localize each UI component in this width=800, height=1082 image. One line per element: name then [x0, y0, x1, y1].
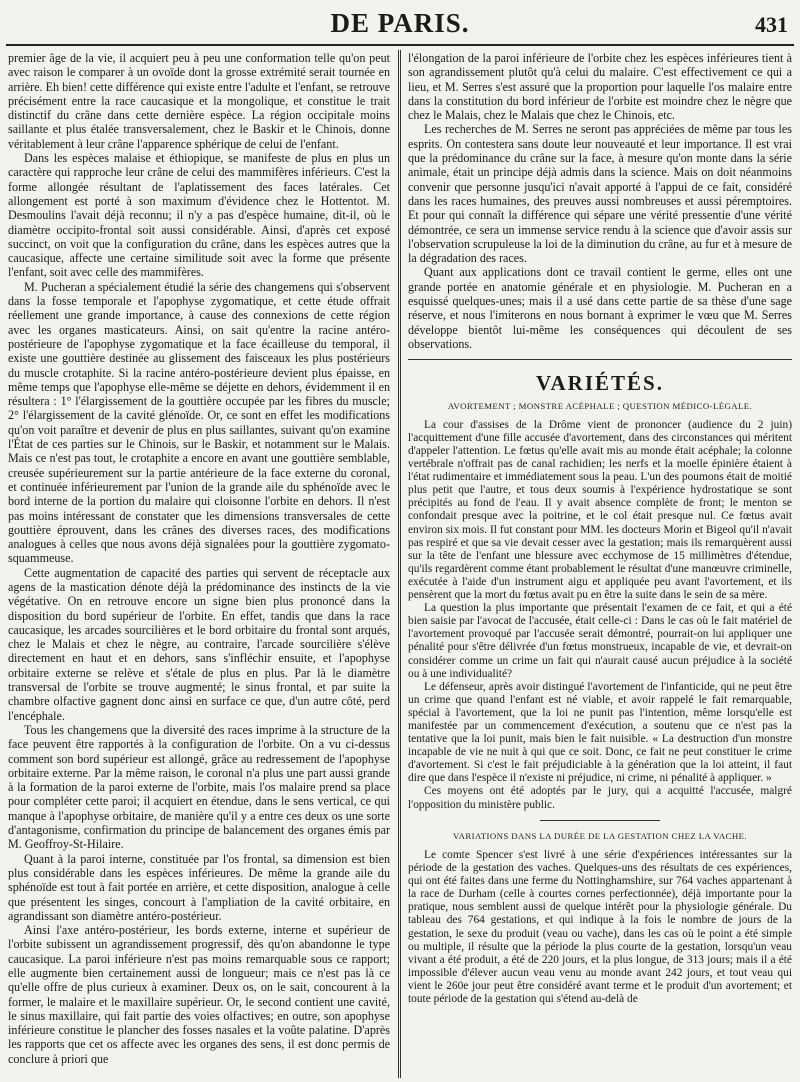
article-title-avortement: AVORTEMENT ; MONSTRE ACÉPHALE ; QUESTION MÉDICO-LÉGALE.: [447, 400, 753, 411]
left-paragraph: Dans les espèces malaise et éthiopique, se manifeste de plus en plus un caractère qui rapproche leur crâne de celui des mammifères inférieurs. C'est la forme allongée résultant de l'aplatissement des faces latérales. Cet allongement est porté à son maximum d'évidence chez le Hottentot. M. Desmoulins l'avait déjà reconnu; il n'y a pas d'espèce humaine, dit-il, où le diamètre occipito-frontal soit aussi considérable. Ainsi, d'après cet exposé succinct, on voit que la configuration du crâne, dans les espèces autres que la caucasique, affecte une certaine similitude soit avec la forme que présente l'enfant, soit avec celle des mammifères.: [8, 151, 390, 280]
article-paragraph: La question la plus importante que présentait l'examen de ce fait, et qui a été bien saisie par l'avocat de l'accusée, était celle-ci : Dans le cas où le fait matériel de l'avortement provoqué par l'accusée serait démontré, pourrait-on lui appliquer une pénalité pour s'être délivrée d'un fœtus monstrueux, incapable de vie, et devrait-on considérer comme un crime un fait qui n'aurait causé aucun préjudice à la société ou à une individualité?: [408, 602, 792, 680]
article-avortement: [408, 419, 792, 812]
left-paragraph: Quant à la paroi interne, constituée par l'os frontal, sa dimension est bien plus considérable dans les espèces inférieures. De même la grande aile du sphénoïde est tout à fait portée en arrière, et cette disposition, analogue à celle que présentent les singes, concourt à l'ampliation de la cavité orbitaire, en agrandissant son diamètre antéro-postérieur.: [8, 851, 390, 923]
article-paragraph: Le défenseur, après avoir distingué l'avortement de l'infanticide, qui ne peut être un crime que quand l'enfant est né viable, et avoir rappelé le fait remarquable, spécial à l'avortement, que la loi ne punit pas l'intention, même lorsqu'elle est manifestée par un commencement d'exécution, a soutenu que ce n'est pas la tentative que la loi punit, mais bien le fait nuisible. « La destruction d'un monstre incapable de vie ne nuit à qui que ce soit. Donc, ce fait ne peut constituer le crime d'avortement. Si c'est le fait préjudiciable à la génération que la loi atteint, il faut dire que dans l'espèce il n'existe ni préjudice, ni crime, ni pénalité à appliquer. »: [408, 680, 792, 785]
left-paragraph: Ainsi l'axe antéro-postérieur, les bords externe, interne et supérieur de l'orbite subissent un agrandissement progressif, dès qu'on abandonne le type caucasique. La paroi inférieure n'est pas moins remarquable sous ce rapport; elle augmente bien certainement aussi de longueur; mais ce n'est pas là ce qu'elle offre de plus curieux à examiner. Deux os, on le sait, concourent à la former, le malaire et le maxillaire supérieur. Or, le second contient une cavité, le sinus maxillaire, qui fait partie des voies olfactives; en outre, son apophyse inférieure constitue le plancher des fosses nasales et la voûte palatine. D'après les rapports que cet os affecte avec les organes des sens, il est donc permis de conclure à priori que: [8, 923, 390, 1066]
section-title-varietes: VARIÉTÉS.: [536, 371, 664, 396]
right-paragraph: Quant aux applications dont ce travail contient le germe, elles ont une grande portée en anatomie générale et en physiologie. M. Pucheran en a esquissé quelques-unes; mais il a usé dans cette partie de sa thèse d'une sage réserve, et nous l'imiterons en nous bornant à exprimer le vœu que M. Serres développe bientôt lui-même les conséquences qui découlent de ses observations.: [408, 265, 792, 351]
column-divider: [398, 50, 401, 1078]
left-column: [8, 51, 390, 1078]
right-paragraph: l'élongation de la paroi inférieure de l'orbite chez les espèces inférieures tient à son agrandissement plutôt qu'à celui du malaire. C'est effectivement ce qui a lieu, et M. Serres s'est assuré que la proportion pour laquelle l'os malaire entre dans la constitution du bord inférieur de l'orbite est moindre chez le nègre que chez le Malais, chez le Malais que chez le Chinois, etc.: [408, 51, 792, 123]
article-separator: [540, 820, 660, 821]
article-paragraph: Le comte Spencer s'est livré à une série d'expériences intéressantes sur la période de la gestation des vaches. Quelques-uns des résultats de ces expériences, qui ont été faites dans une ferme du Nottinghamshire, sur 764 vaches appartenant à la race de Durham (celle à courtes cornes perfectionnée), déjà importante pour la pratique, nous semblent aussi de quelque intérêt pour la physiologie générale. Du tableau des 764 gestations, et qui indique à la fois le nombre de jours de la gestation, le sexe du produit (veau ou vache), dans les cas où le point a été simple ou multiple, il résulte que la période la plus courte de la gestation, lorsqu'un veau vivant a été produit, a été de 220 jours, et la plus longue, de 313 jours; mais il a été impossible d'élever aucun veau venu au monde avant 242 jours, et tout veau qui vient le 260e jour peut être considéré avant terme et le produit d'un avortement; et toute période de la gestation qui s'étend au-delà de: [408, 848, 792, 1005]
left-paragraph: Tous les changemens que la diversité des races imprime à la structure de la face peuvent être rapportés à la configuration de l'orbite. On a vu ci-dessus comment son bord supérieur est allongé, grâce au redressement de l'apophyse orbitaire externe. Par la même raison, le coronal n'a plus une part aussi grande à la formation de la paroi externe de l'orbite, mais l'os malaire prend sa place pour compléter cette paroi; il acquiert en étendue, dans le sens vertical, ce qui manque à l'apophyse orbitaire, de manière qu'il y a entre ces deux os une sorte d'antagonisme, confirmation du principe de balancement des organes émis par M. Geoffroy-St-Hilaire.: [8, 722, 390, 852]
page-header: [6, 4, 794, 46]
section-rule: [408, 359, 792, 360]
page-number: 431: [755, 12, 788, 37]
left-paragraph: M. Pucheran a spécialement étudié la série des changemens qui s'observent dans la fosse temporale et l'apophyse zygomatique, et cette étude offrait réellement une grande importance, à cause des connexions de cette région avec les organes masticateurs. Ainsi, on sait qu'entre la racine antéro-postérieure de l'apophyse zygomatique et la face écailleuse du temporal, il existe une gouttière destinée au glissement des faisceaux les plus postérieurs du muscle crotaphite. Si la racine antéro-postérieure devient plus épaisse, en même temps que l'apophyse elle-même se déjette en dehors, évidemment il en résultera : 1° l'élargissement de la gouttière occupée par les fibres du muscle; 2° l'élargissement de la cavité glénoïde. Or, ce sont en effet les modifications qu'on voit paraître et devenir de plus en plus saillantes, suivant qu'on examine l'État de ces parties sur le Chinois, sur le Baskir, et notamment sur le Malais. Mais ce n'est pas tout, le crotaphite a encore en avant une gouttière semblable, creusée supérieurement sur la partie antérieure de la face externe du coronal, et continuée inférieurement par l'union de la grande aile du sphénoïde avec le bord interne de la portion du malaire qui cloisonne l'orbite en dehors. Il n'est pas moins intéressant de constater que les dimensions transversales de cette gouttière éprouvent, dans les crânes des diverses races, des modifications analogues à celles que nous avons déjà signalées pour la gouttière zygomato-squammeuse.: [8, 279, 390, 566]
article-gestation: [408, 849, 792, 1006]
article-paragraph: La cour d'assises de la Drôme vient de prononcer (audience du 2 juin) l'acquittement d'une fille accusée d'avortement, dans des circonstances qui méritent d'appeler l'attention. Le fœtus qu'elle avait mis au monde était acéphale; la colonne vertébrale n'offrait pas de canal rachidien; les nerfs et la moelle épinière étaient à l'état rudimentaire et immédiatement sous la peau. L'un des poumons était de moitié plus petit que l'autre, et tous deux soumis à l'expérience hydrostatique se sont précipités au fond de l'eau. Il y avait absence complète de front; le menton se confondait presque avec la poitrine, et le col était presque nul. Ce fœtus avait environ six mois. Il fut constant pour MM. les docteurs Morin et Bigeol qu'il n'avait pas respiré et que sa vie devait cesser avec la gestation; mais ils remarquèrent aussi sur la tête de l'enfant une blessure avec ecchymose de 15 millimètres d'étendue, qu'ils regardèrent comme étant probablement le résultat d'une manœuvre criminelle, exécutée à l'aide d'un instrument aigu et appliquée peu avant l'avortement, et ils pensèrent que la mort du fœtus avait pu en être la suite dans le sein de sa mère.: [408, 418, 792, 602]
article-paragraph: Ces moyens ont été adoptés par le jury, qui a acquitté l'accusée, malgré l'opposition du ministère public.: [408, 785, 792, 811]
right-paragraph: Les recherches de M. Serres ne seront pas appréciées de même par tous les esprits. On contestera sans doute leur nouveauté et leur importance. Il est vrai que la prédominance du crâne sur la face, à mesure qu'on monte dans la série animale, était un principe déjà admis dans la science. Mais on doit néanmoins convenir que personne jusqu'ici n'avait apporté à l'appui de ce fait, considéré dans les races humaines, des preuves aussi nombreuses et aussi péremptoires. Et pour qui connaît la différence qui sépare une vérité pressentie d'une vérité démontrée, ce sera un immense service rendu à la science que d'avoir assis sur l'observation scrupuleuse la loi de la diminution du crâne, au fur et à mesure de la dégradation des races.: [408, 122, 792, 266]
article-title-gestation: VARIATIONS DANS LA DURÉE DE LA GESTATION CHEZ LA VACHE.: [452, 830, 747, 841]
masthead-title: DE PARIS.: [330, 8, 470, 38]
right-column: [408, 51, 792, 1078]
left-paragraph: Cette augmentation de capacité des parties qui servent de réceptacle aux agens de la mastication dénote déjà la prédominance des instincts de la vie végétative. On en retrouve encore un signe bien plus prononcé dans la disposition du bord supérieur de l'orbite. En effet, tandis que dans la race caucasique, les arcades sourcilières et le bord orbitaire du frontal sont arqués, chez le Malais et chez le nègre, au contraire, l'arcade sourcilière s'élève directement en haut et en dehors, sans s'infléchir ensuite, et l'apophyse orbitaire externe se relève et s'étale de plus en plus. Par là le diamètre transversal de l'orbite se trouve augmenté; le sinus frontal, et par suite la chambre olfactive gagnent donc ainsi en surface ce que, d'un autre côté, perd l'encéphale.: [8, 565, 390, 723]
left-paragraph: premier âge de la vie, il acquiert peu à peu une conformation telle qu'on peut avec raison le comparer à un ovoïde dont la grosse extrémité serait tournée en arrière. Eh bien! cette différence qui existe entre l'adulte et l'enfant, se retrouve précisément entre la race caucasique et la mongolique, et constitue le trait distinctif du crâne dans cette dernière espèce. La région occipitale moins saillante et plus étalée transversalement, chez le Baskir et le Chinois, donne véritablement à leur crâne l'apparence sphérique de celui de l'enfant.: [8, 51, 390, 151]
